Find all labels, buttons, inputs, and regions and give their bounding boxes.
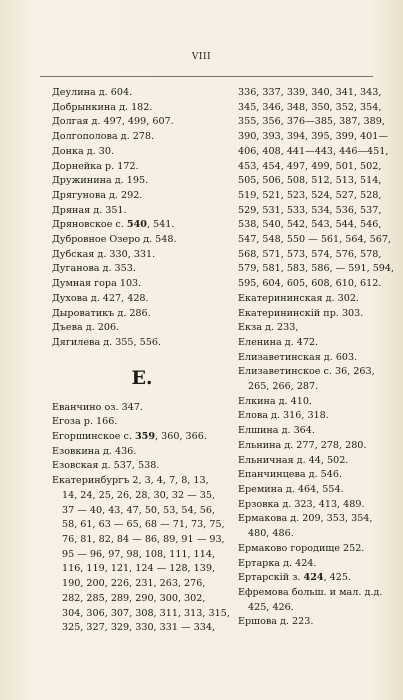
- index-entry-egorshinskoe: Егоршинское с. 359, 360, 366.: [52, 431, 207, 443]
- index-entry: Ельничная д. 44, 502.: [238, 454, 349, 466]
- ekaterinburg-line: 14, 24, 25, 26, 28, 30, 32 — 35,: [62, 489, 215, 501]
- ekaterinburg-line: 453, 454, 497, 499, 501, 502,: [238, 160, 382, 172]
- index-entry: Ельнина д. 277, 278, 280.: [238, 439, 367, 451]
- index-entry: Ермаково городище 252.: [238, 542, 365, 554]
- index-entry: Дубровное Озеро д. 548.: [52, 234, 177, 246]
- index-entry: Дуганова д. 353.: [52, 263, 136, 275]
- ekaterinburg-line: 505, 506, 508, 512, 513, 514,: [238, 175, 382, 187]
- index-entry: Елшина д. 364.: [238, 425, 315, 437]
- index-entry-ekaterinburg-continued: [238, 86, 395, 292]
- index-entry: Езовкина д. 436.: [52, 445, 137, 457]
- index-entry: Думная гора 103.: [52, 278, 142, 290]
- index-entry-ekaterinburg: [52, 474, 232, 636]
- index-entry: Ермакова д. 209, 353, 354, 480, 486.: [238, 513, 373, 540]
- index-entry: Духова д. 427, 428.: [52, 292, 149, 304]
- page-number: VIII: [191, 52, 212, 62]
- ekaterinburg-line: 190, 200, 226, 231, 263, 276,: [62, 578, 206, 590]
- index-entry: Екза д. 233,: [238, 322, 299, 334]
- ekaterinburg-line: 345, 346, 348, 350, 352, 354,: [238, 101, 382, 113]
- ekaterinburg-line: 529, 531, 533, 534, 536, 537,: [238, 204, 382, 216]
- index-entry: Дружинина д. 195.: [52, 175, 149, 187]
- index-entry: Дрягунова д. 292.: [52, 189, 143, 201]
- ekaterinburg-line: 282, 285, 289, 290, 300, 302,: [62, 592, 206, 604]
- index-entry: Елизаветинское с. 36, 263, 265, 266, 287.: [238, 366, 375, 393]
- index-entry: Елизаветинская д. 603.: [238, 351, 358, 363]
- ekaterinburg-line: 116, 119, 121, 124 — 128, 139,: [62, 563, 216, 575]
- ekaterinburg-line: 95 — 96, 97, 98, 108, 111, 114,: [62, 548, 216, 560]
- index-entry: Дорнейка р. 172.: [52, 160, 139, 172]
- ekaterinburg-line: 406, 408, 441—443, 446—451,: [238, 145, 389, 157]
- index-entry: Дъева д. 206.: [52, 322, 120, 334]
- ekaterinburg-line: 547, 548, 550 — 561, 564, 567,: [238, 234, 392, 246]
- index-entry: Екатерининская д. 302.: [238, 292, 359, 304]
- right-column: [238, 86, 395, 630]
- index-entry-ertarskiy: Ертарскій з. 424, 425.: [238, 572, 352, 584]
- ekaterinburg-line: 568, 571, 573, 574, 576, 578,: [238, 248, 382, 260]
- index-entry: Егоза р. 166.: [52, 416, 118, 428]
- index-entry: Езовская д. 537, 538.: [52, 460, 160, 472]
- header-rule: [40, 76, 373, 77]
- index-entry: Дягилева д. 355, 556.: [52, 336, 161, 348]
- ekaterinburg-line: Екатеринбургъ 2, 3, 4, 7, 8, 13,: [52, 475, 209, 487]
- ekaterinburg-line: 76, 81, 82, 84 — 86, 89, 91 — 93,: [62, 533, 225, 545]
- ekaterinburg-line: 519, 521, 523, 524, 527, 528,: [238, 189, 382, 201]
- ekaterinburg-line: 538, 540, 542, 543, 544, 546,: [238, 219, 382, 231]
- index-entry: Епанчинцева д. 546.: [238, 469, 343, 481]
- index-entry: Ерзовка д. 323, 413, 489.: [238, 498, 365, 510]
- ekaterinburg-line: 58, 61, 63 — 65, 68 — 71, 73, 75,: [62, 519, 225, 531]
- index-entry: Елкина д. 410.: [238, 395, 313, 407]
- index-entry: Еванчино оз. 347.: [52, 401, 143, 413]
- index-entry: Дубская д. 330, 331.: [52, 248, 156, 260]
- index-entry: Деулина д. 604.: [52, 87, 133, 98]
- index-entry: Долгополова д. 278.: [52, 131, 155, 143]
- left-column: [52, 86, 232, 636]
- ekaterinburg-line: 355, 356, 376—385, 387, 389,: [238, 116, 385, 128]
- index-entry: Елова д. 316, 318.: [238, 410, 329, 422]
- ekaterinburg-line: 37 — 40, 43, 47, 50, 53, 54, 56,: [62, 504, 215, 516]
- section-heading-e: Е.: [131, 366, 153, 389]
- index-entry: Ертарка д. 424.: [238, 557, 317, 569]
- ekaterinburg-line: 595, 604, 605, 608, 610, 612.: [238, 278, 382, 290]
- index-entry: Ершова д. 223.: [238, 616, 314, 628]
- ekaterinburg-line: 325, 327, 329, 330, 331 — 334,: [62, 622, 216, 634]
- index-entry: Ефремова больш. и мал. д.д. 425, 426.: [238, 586, 383, 613]
- ekaterinburg-line: 304, 306, 307, 308, 311, 313, 315,: [62, 607, 230, 619]
- index-entry: Дряная д. 351.: [52, 204, 127, 216]
- index-entry: Еленина д. 472.: [238, 336, 319, 348]
- ekaterinburg-line: 390, 393, 394, 395, 399, 401—: [238, 131, 388, 143]
- ekaterinburg-line: 336, 337, 339, 340, 341, 343,: [238, 87, 382, 98]
- index-entry: Еремина д. 464, 554.: [238, 483, 344, 495]
- index-entry: Дыроватикъ д. 286.: [52, 307, 151, 319]
- index-entry: Долгая д. 497, 499, 607.: [52, 116, 174, 128]
- index-entry: Добрынкина д. 182.: [52, 101, 153, 113]
- ekaterinburg-line: 579, 581, 583, 586, — 591, 594,: [238, 263, 395, 275]
- index-entry: Донка д. 30.: [52, 145, 114, 157]
- index-entry-drinovskoe: Дряновское с. 540, 541.: [52, 219, 175, 231]
- index-entry: Екатерининскій пр. 303.: [238, 307, 364, 319]
